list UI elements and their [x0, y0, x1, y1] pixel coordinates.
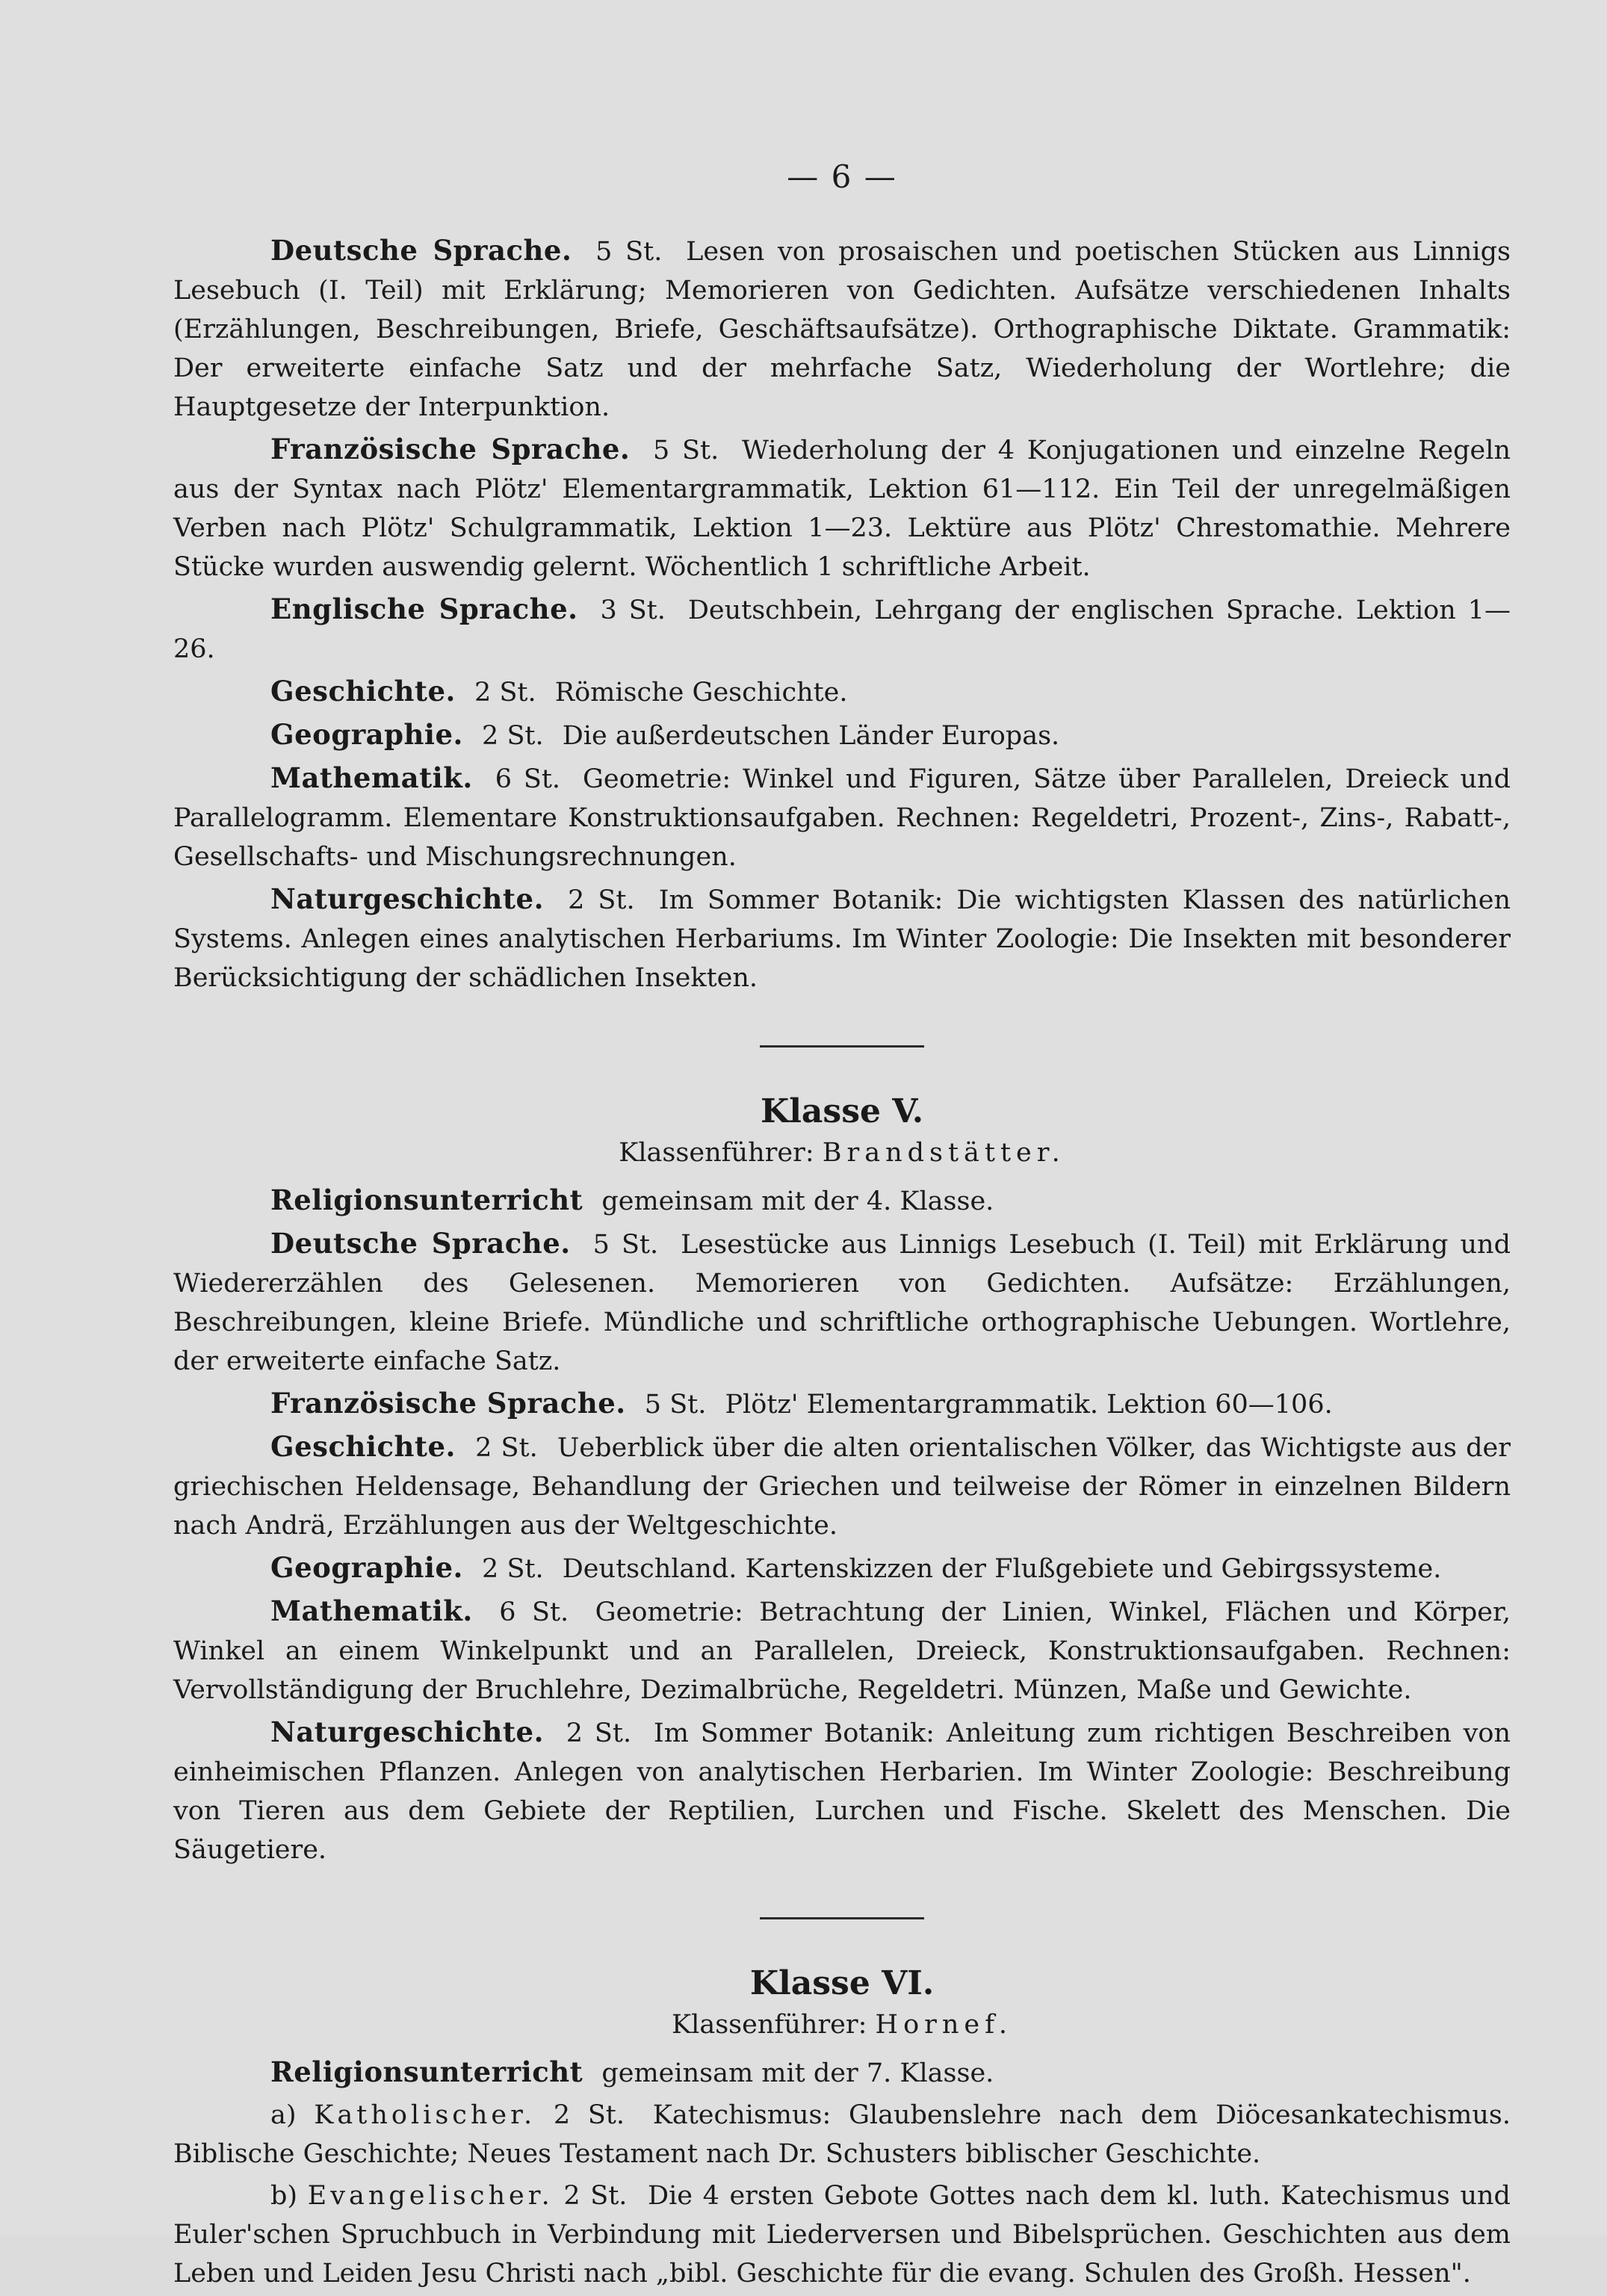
- klassenfuehrer-name: Hornef.: [875, 2010, 1012, 2040]
- subject-heading: Deutsche Sprache.: [270, 1227, 571, 1260]
- subject-heading: Religionsunterricht: [270, 1183, 583, 1216]
- subject-heading: Geographie.: [270, 718, 463, 751]
- hours: 6 St.: [499, 1597, 569, 1627]
- paragraph-geographie: [173, 1548, 1511, 1588]
- list-label: b): [270, 2181, 298, 2211]
- subject-heading: Geschichte.: [270, 675, 456, 708]
- paragraph-geschichte: [173, 1427, 1511, 1545]
- subject-text: Geometrie: Winkel und Figuren, Sätze über Parallelen, Dreieck und Parallelogramm. Elementare Konstruktionsaufgaben. Rechnen: Regeldetri, Prozent-, Zins-, Rabatt-, Gesellschafts- und Mischungsrechnungen.: [173, 764, 1511, 872]
- page-number: — 6 —: [787, 158, 897, 195]
- klassenfuehrer-label: Klassenführer:: [672, 2010, 867, 2040]
- paragraph-katholisch: [173, 2096, 1511, 2173]
- klassenfuehrer-line: [173, 1133, 1511, 1173]
- subject-text: Römische Geschichte.: [554, 678, 848, 708]
- subject-heading: Französische Sprache.: [270, 1387, 626, 1420]
- subject-text: Plötz' Elementargrammatik. Lektion 60—106.: [725, 1390, 1333, 1420]
- subject-text: Lesestücke aus Linnigs Lesebuch (I. Teil) mit Erklärung und Wiedererzählen des Gelesenen. Memorieren von Gedichten. Aufsätze: Erzählungen, Beschreibungen, kleine Briefe. Mündliche und schriftliche orthographische Uebungen. Wortlehre, der erweiterte einfache Satz.: [173, 1230, 1511, 1376]
- hours: 2 St.: [482, 1554, 544, 1584]
- subject-text: Die außerdeutschen Länder Europas.: [562, 721, 1060, 751]
- paragraph-deutsch: [173, 231, 1511, 427]
- subject-heading: Religionsunterricht: [270, 2055, 583, 2088]
- subject-text: Im Sommer Botanik: Die wichtigsten Klassen des natürlichen Systems. Anlegen eines analytischen Herbariums. Im Winter Zoologie: Die Insekten mit besonderer Berücksichtigung der schädlichen Insekten.: [173, 885, 1511, 993]
- klasse-title: Klasse V.: [760, 1092, 924, 1130]
- subject-text: Wiederholung der 4 Konjugationen und einzelne Regeln aus der Syntax nach Plötz' Elementargrammatik, Lektion 61—112. Ein Teil der unregelmäßigen Verben nach Plötz' Schulgrammatik, Lektion 1—23. Lektüre aus Plötz' Chrestomathie. Mehrere Stücke wurden auswendig gelernt. Wöchentlich 1 schriftliche Arbeit.: [173, 436, 1511, 582]
- denomination-name: Katholischer.: [314, 2100, 536, 2130]
- paragraph-deutsch: [173, 1224, 1511, 1381]
- subject-text: Die 4 ersten Gebote Gottes nach dem kl. luth. Katechismus und Euler'schen Spruchbuch in Verbindung mit Liederversen und Bibelsprüchen. Geschichten aus dem Leben und Leiden Jesu Christi nach „bibl. Geschichte für die evang. Schulen des Großh. Hessen".: [173, 2181, 1511, 2289]
- paragraph-franzoesisch: [173, 430, 1511, 587]
- subject-heading: Mathematik.: [270, 761, 473, 794]
- klassenfuehrer-line: [173, 2005, 1511, 2045]
- subject-heading: Naturgeschichte.: [270, 1715, 544, 1748]
- paragraph-naturgeschichte: [173, 1712, 1511, 1869]
- hours: 2 St.: [566, 1718, 632, 1748]
- subject-text: Deutschbein, Lehrgang der englischen Sprache. Lektion 1—26.: [173, 595, 1511, 664]
- hours: 6 St.: [495, 764, 561, 794]
- paragraph-mathematik: [173, 1591, 1511, 1709]
- subject-heading: Deutsche Sprache.: [270, 234, 572, 267]
- hours: 5 St.: [595, 237, 663, 267]
- paragraph-religion: [173, 2052, 1511, 2093]
- subject-text: gemeinsam mit der 7. Klasse.: [601, 2058, 994, 2088]
- section-klasse-4-continued: [173, 231, 1511, 997]
- subject-text: Geometrie: Betrachtung der Linien, Winkel, Flächen und Körper, Winkel an einem Winkelpunkt und an Parallelen, Dreieck, Konstruktionsaufgaben. Rechnen: Vervollständigung der Bruchlehre, Dezimalbrüche, Regeldetri. Münzen, Maße und Gewichte.: [173, 1597, 1511, 1705]
- subject-heading: Geographie.: [270, 1551, 463, 1584]
- subject-text: Deutschland. Kartenskizzen der Flußgebiete und Gebirgssysteme.: [562, 1554, 1442, 1584]
- subject-text: Im Sommer Botanik: Anleitung zum richtigen Beschreiben von einheimischen Pflanzen. Anlegen von analytischen Herbarien. Im Winter Zoologie: Beschreibung von Tieren aus dem Gebiete der Reptilien, Lurchen und Fische. Skelett des Menschen. Die Säugetiere.: [173, 1718, 1511, 1865]
- klasse-title: Klasse VI.: [749, 1964, 935, 2002]
- klassenfuehrer-name: Brandstätter.: [822, 1138, 1065, 1168]
- hours: 5 St.: [653, 436, 719, 465]
- paragraph-franzoesisch: [173, 1384, 1511, 1424]
- hours: 2 St.: [482, 721, 544, 751]
- list-label: a): [270, 2100, 297, 2130]
- subject-text: Ueberblick über die alten orientalischen Völker, das Wichtigste aus der griechischen Heldensage, Behandlung der Griechen und teilweise der Römer in einzelnen Bildern nach Andrä, Erzählungen aus der Weltgeschichte.: [173, 1433, 1511, 1541]
- subject-heading: Mathematik.: [270, 1594, 473, 1627]
- paragraph-englisch: [173, 590, 1511, 669]
- subject-text: Katechismus: Glaubenslehre nach dem Diöcesankatechismus. Biblische Geschichte; Neues Testament nach Dr. Schusters biblischer Geschichte.: [173, 2100, 1511, 2169]
- hours: 2 St.: [475, 1433, 538, 1463]
- hours: 3 St.: [600, 595, 666, 625]
- paragraph-geschichte: [173, 672, 1511, 712]
- section-klasse-5: [173, 1091, 1511, 1869]
- paragraph-naturgeschichte: [173, 879, 1511, 997]
- subject-text: Lesen von prosaischen und poetischen Stücken aus Linnigs Lesebuch (I. Teil) mit Erklärung; Memorieren von Gedichten. Aufsätze verschiedenen Inhalts (Erzählungen, Beschreibungen, Briefe, Geschäftsaufsätze). Orthographische Diktate. Grammatik: Der erweiterte einfache Satz und der mehrfache Satz, Wiederholung der Wortlehre; die Hauptgesetze der Interpunktion.: [173, 237, 1511, 422]
- subject-heading: Geschichte.: [270, 1430, 456, 1463]
- hours: 2 St.: [568, 885, 635, 915]
- page-content: [173, 158, 1511, 2296]
- section-divider: [760, 1917, 924, 1919]
- section-divider: [760, 1045, 924, 1048]
- subject-heading: Naturgeschichte.: [270, 882, 544, 915]
- hours: 5 St.: [592, 1230, 659, 1260]
- hours: 2 St.: [563, 2181, 628, 2211]
- subject-heading: Englische Sprache.: [270, 592, 578, 625]
- paragraph-religion: [173, 1181, 1511, 1221]
- hours: 2 St.: [474, 678, 536, 708]
- subject-text: gemeinsam mit der 4. Klasse.: [601, 1186, 994, 1216]
- klassenfuehrer-label: Klassenführer:: [619, 1138, 814, 1168]
- section-klasse-6: [173, 1963, 1511, 2293]
- hours: 2 St.: [553, 2100, 625, 2130]
- paragraph-geographie: [173, 715, 1511, 755]
- subject-heading: Französische Sprache.: [270, 433, 631, 465]
- hours: 5 St.: [644, 1390, 707, 1420]
- paragraph-evangelisch: [173, 2176, 1511, 2293]
- denomination-name: Evangelischer.: [307, 2181, 554, 2211]
- paragraph-mathematik: [173, 758, 1511, 876]
